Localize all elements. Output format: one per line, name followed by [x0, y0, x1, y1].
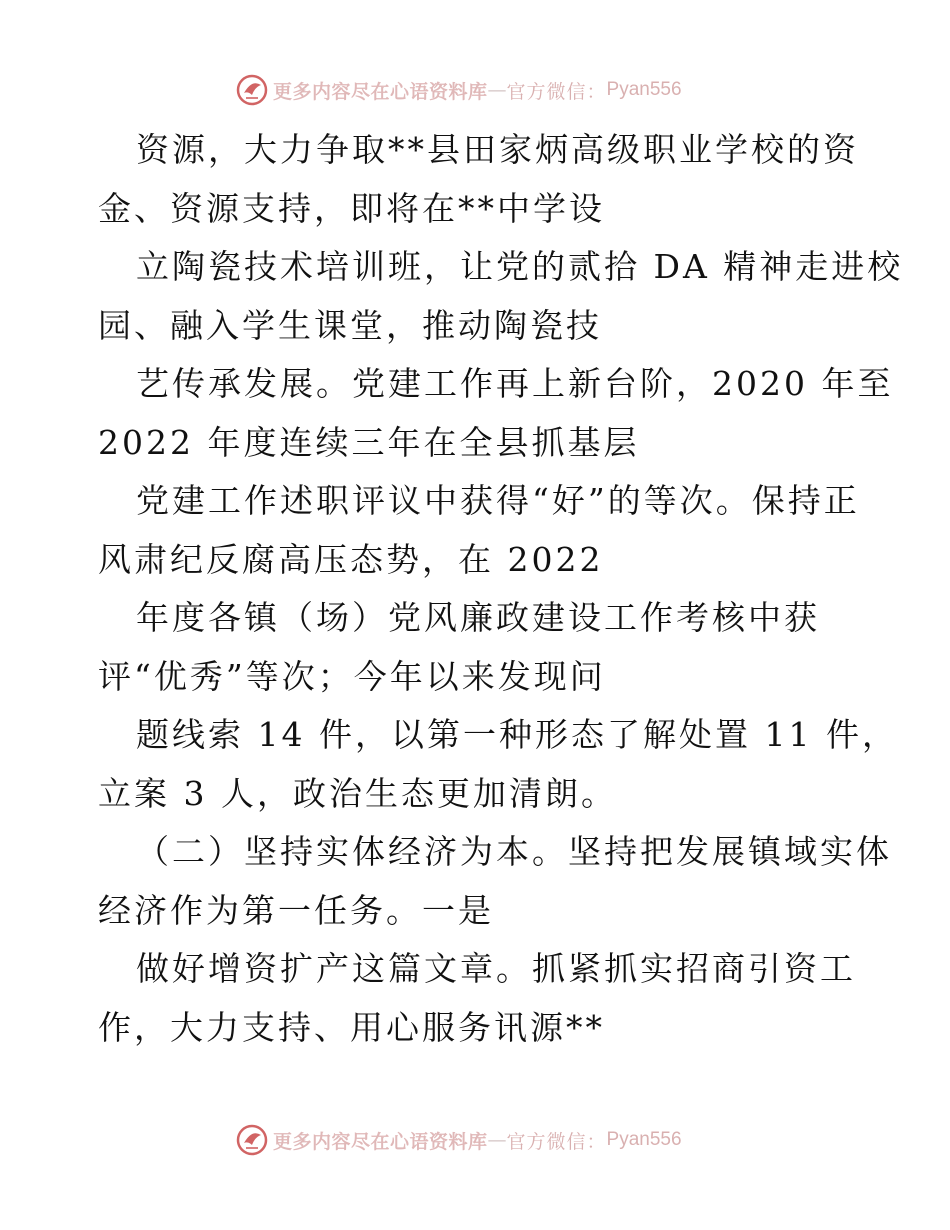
watermark-separator: — — [487, 79, 507, 101]
watermark-separator: — — [487, 1129, 507, 1151]
text-line: 年度各镇（场）党风廉政建设工作考核中获 — [136, 598, 820, 637]
text-line: 题线索 14 件，以第一种形态了解处置 11 件， — [136, 715, 898, 754]
header-watermark — [235, 72, 715, 108]
text-line: 评“优秀”等次；今年以来发现问 — [98, 656, 606, 696]
text-line: 立陶瓷技术培训班，让党的贰拾 DA 精神走进校 — [136, 247, 904, 286]
footer-watermark — [235, 1122, 715, 1158]
watermark-site-text: 更多内容尽在心语资料库 — [273, 1130, 488, 1153]
text-line: 作，大力支持、用心服务讯源** — [98, 1007, 605, 1047]
watermark-site-text: 更多内容尽在心语资料库 — [273, 80, 488, 103]
text-line: 园、融入学生课堂，推动陶瓷技 — [98, 305, 602, 345]
watermark-logo-icon — [235, 73, 269, 107]
text-line: 党建工作述职评议中获得“好”的等次。保持正 — [136, 481, 860, 520]
body-text — [98, 121, 904, 1057]
text-line: 风肃纪反腐高压态势，在 2022 — [98, 539, 604, 579]
text-line: 立案 3 人，政治生态更加清朗。 — [98, 773, 617, 813]
text-line: 资源，大力争取**县田家炳高级职业学校的资 — [136, 130, 859, 169]
text-line: 金、资源支持，即将在**中学设 — [98, 188, 605, 228]
watermark-wechat-id: Pyan556 — [606, 1129, 682, 1150]
text-line: 经济作为第一任务。一是 — [98, 890, 494, 930]
watermark-official-label: 官方微信： — [506, 80, 607, 103]
text-line: （二）坚持实体经济为本。坚持把发展镇域实体 — [136, 832, 892, 871]
watermark-logo-icon — [235, 1123, 269, 1157]
text-line: 艺传承发展。党建工作再上新台阶，2020 年至 — [136, 364, 894, 403]
text-line: 做好增资扩产这篇文章。抓紧抓实招商引资工 — [136, 949, 856, 988]
watermark-official-label: 官方微信： — [506, 1130, 607, 1153]
watermark-wechat-id: Pyan556 — [606, 79, 682, 100]
text-line: 2022 年度连续三年在全县抓基层 — [98, 422, 640, 462]
